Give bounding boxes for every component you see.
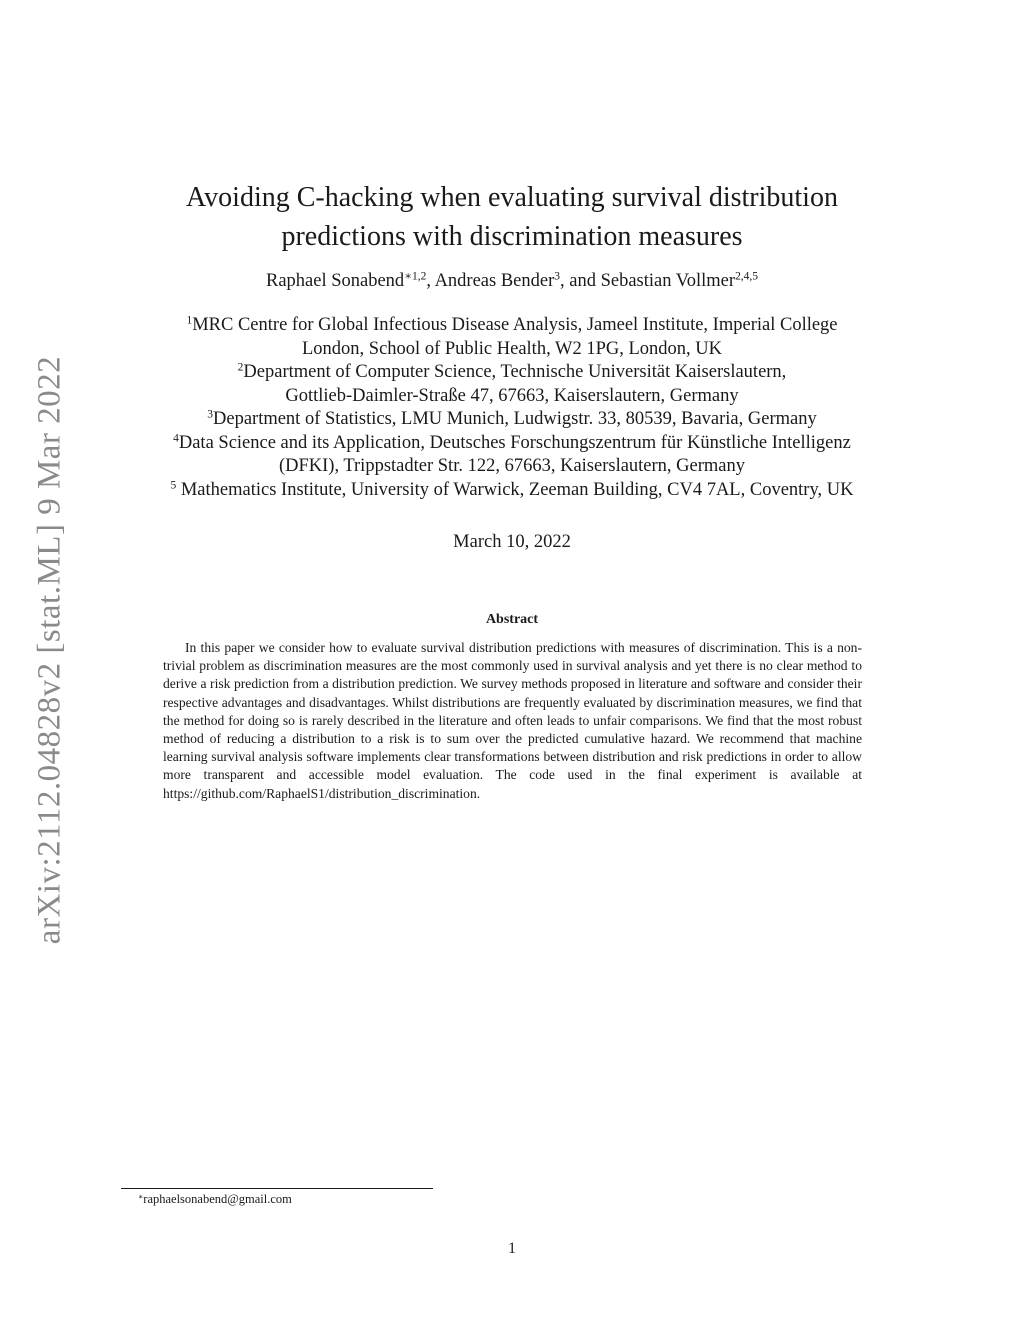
affiliation-text: Mathematics Institute, University of Warwick, Zeeman Building, CV4 7AL, Coventry, UK	[176, 479, 854, 500]
affiliation-marker: 2	[237, 361, 244, 374]
affiliation-2-continued: Gottlieb-Daimler-Straße 47, 67663, Kaiserslautern, Germany	[285, 385, 739, 406]
page-number: 1	[508, 1240, 516, 1257]
author-name: Raphael Sonabend	[265, 271, 405, 291]
footnote-divider	[121, 1188, 433, 1189]
affiliation-marker: 5	[170, 479, 177, 492]
affiliation-list	[0, 314, 1024, 502]
author-separator: , and	[560, 271, 601, 291]
footnote	[138, 1192, 292, 1207]
arxiv-identifier-stamp: arXiv:2112.04828v2 [stat.ML] 9 Mar 2022	[31, 355, 68, 945]
affiliation-marker: 3	[207, 408, 213, 421]
affiliation-4-continued: (DFKI), Trippstadter Str. 122, 67663, Kaiserslautern, Germany	[278, 456, 746, 476]
affiliation-text: Department of Computer Science, Technische Universität Kaiserslautern,	[243, 362, 787, 382]
footnote-mark: ∗	[138, 1191, 144, 1201]
paper-title-line-2: predictions with discrimination measures	[281, 221, 743, 252]
affiliation-1	[0, 314, 1024, 338]
affiliation-5	[0, 479, 1024, 503]
affiliation-text: Data Science and its Application, Deutsches Forschungszentrum für Künstliche Intelligenz	[178, 432, 851, 453]
author-name: Sebastian Vollmer	[600, 271, 736, 291]
affiliation-1-continued: London, School of Public Health, W2 1PG, London, UK	[302, 338, 722, 359]
affiliation-text: MRC Centre for Global Infectious Disease Analysis, Jameel Institute, Imperial College	[192, 315, 838, 335]
author-affiliation-marker: 3	[554, 270, 560, 283]
author-name: Andreas Bender	[434, 271, 555, 291]
publication-date: March 10, 2022	[453, 532, 571, 552]
paper-title	[0, 178, 1024, 256]
author-list	[0, 271, 1024, 292]
abstract-body: In this paper we consider how to evaluate survival distribution predictions with measures of discrimination. This is a non-trivial problem as discrimination measures are the most commonly used in survival analysis and yet there is no clear method to derive a risk prediction from a distribution prediction. We survey methods proposed in literature and software and consider their respective advantages and disadvantages. Whilst distributions are frequently evaluated by discrimination measures, we find that the method for doing so is rarely described in the literature and often leads to unfair comparisons. We find that the most robust method of reducing a distribution to a risk is to sum over the predicted cumulative hazard. We recommend that machine learning survival analysis software implements clear transformations between distribution and risk predictions in order to allow more transparent and accessible model evaluation. The code used in the final experiment is available at https://github.com/RaphaelS1/distribution_discrimination.	[163, 640, 862, 801]
author-affiliation-marker: 2,4,5	[735, 270, 758, 283]
affiliation-2	[0, 361, 1024, 385]
abstract-heading: Abstract	[485, 612, 539, 627]
affiliation-text: Department of Statistics, LMU Munich, Ludwigstr. 33, 80539, Bavaria, Germany	[213, 409, 817, 429]
author-separator: ,	[426, 271, 435, 291]
affiliation-3	[0, 408, 1024, 432]
affiliation-marker: 4	[173, 432, 179, 445]
affiliation-marker: 1	[186, 314, 193, 327]
paper-title-line-1: Avoiding C-hacking when evaluating survival distribution	[186, 182, 838, 213]
footnote-email: raphaelsonabend@gmail.com	[143, 1192, 292, 1206]
affiliation-4	[0, 432, 1024, 456]
author-affiliation-marker: ∗1,2	[404, 270, 427, 283]
